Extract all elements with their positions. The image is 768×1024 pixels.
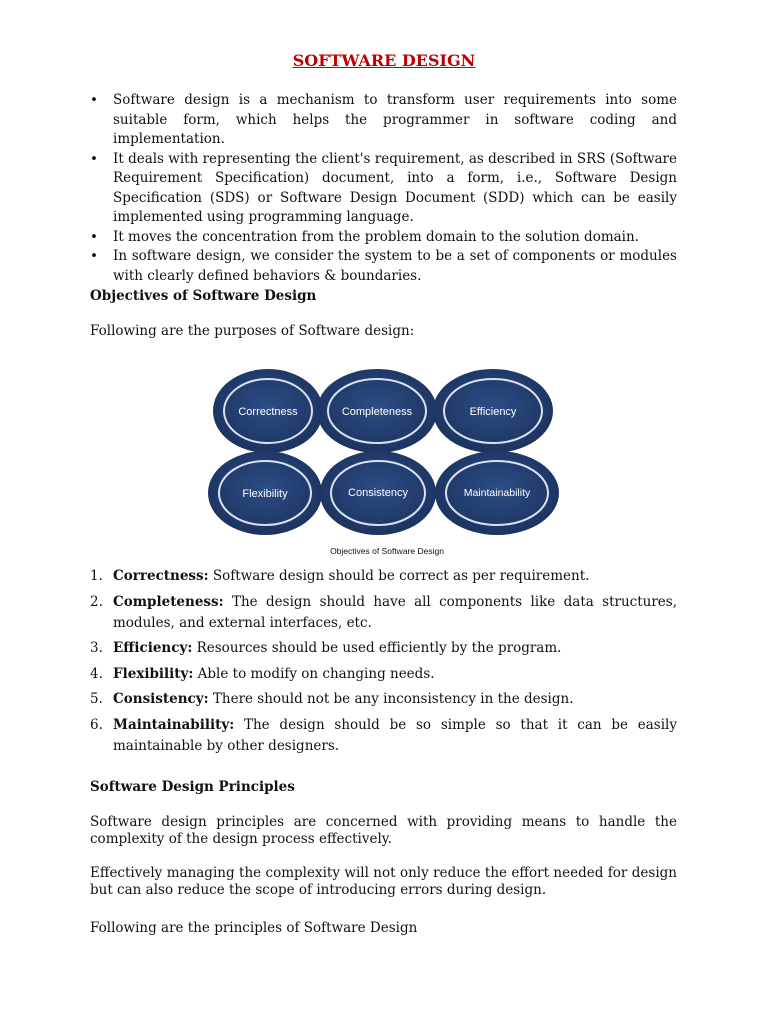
- oval-label-maintainability: Maintainability: [463, 487, 531, 499]
- item-term: Efficiency:: [113, 640, 193, 656]
- item-number: 2.: [90, 593, 103, 610]
- intro-bullet: • It moves the concentration from the problem domain to the solution domain.: [90, 228, 677, 248]
- objectives-diagram: [200, 360, 570, 560]
- oval-correctness: [213, 369, 323, 453]
- item-text: There should not be any inconsistency in the design.: [208, 691, 574, 707]
- item-text: The design should have all components like data structures, modules, and external interfaces, etc.: [113, 593, 677, 631]
- oval-flexibility: [208, 451, 322, 535]
- oval-consistency: [320, 451, 436, 535]
- item-number: 3.: [90, 640, 103, 656]
- item-text: Able to modify on changing needs.: [193, 665, 435, 682]
- objectives-intro: Following are the purposes of Software design:: [90, 323, 415, 339]
- item-number: 4.: [90, 665, 103, 682]
- item-term: Correctness:: [113, 568, 209, 584]
- objectives-list: [90, 566, 677, 761]
- oval-efficiency: [433, 369, 553, 453]
- oval-maintainability: [435, 451, 559, 535]
- objective-item: [90, 638, 677, 659]
- intro-bullet-list: [90, 91, 677, 286]
- item-term: Consistency:: [113, 691, 209, 707]
- intro-bullet: • Software design is a mechanism to transform user requirements into some suitable form, which helps the programmer in software coding and implementation.: [90, 91, 677, 150]
- item-number: 6.: [90, 716, 103, 733]
- diagram-caption: Objectives of Software Design: [330, 546, 444, 556]
- item-term: Flexibility:: [113, 665, 194, 682]
- principles-paragraph-1: Software design principles are concerned with providing means to handle the complexity of the design process effectively.: [90, 814, 677, 847]
- principles-heading: Software Design Principles: [90, 779, 295, 795]
- page-title: SOFTWARE DESIGN: [292, 51, 476, 70]
- principles-paragraph-3: Following are the principles of Software Design: [90, 920, 418, 936]
- item-text: Software design should be correct as per requirement.: [208, 568, 590, 584]
- objective-item: [90, 592, 677, 634]
- oval-label-completeness: Completeness: [341, 406, 413, 418]
- objective-item: [90, 715, 677, 757]
- item-term: Maintainability:: [113, 716, 235, 733]
- oval-label-flexibility: Flexibility: [242, 488, 288, 500]
- item-number: 5.: [90, 691, 103, 707]
- objective-item: [90, 566, 677, 587]
- objective-item: [90, 689, 677, 710]
- objectives-heading: Objectives of Software Design: [90, 288, 317, 304]
- oval-label-efficiency: Efficiency: [469, 406, 517, 418]
- principles-paragraph-2: Effectively managing the complexity will not only reduce the effort needed for design but can also reduce the scope of introducing errors during design.: [90, 865, 677, 898]
- item-text: Resources should be used efficiently by the program.: [192, 640, 562, 656]
- oval-label-correctness: Correctness: [238, 406, 298, 418]
- intro-bullet: • In software design, we consider the system to be a set of components or modules with clearly defined behaviors & boundaries.: [90, 247, 677, 286]
- intro-bullet: • It deals with representing the client's requirement, as described in SRS (Software Requirement Specification) document, into a form, i.e., Software Design Specification (SDS) or Software Design Document (SDD) which can be easily implemented using programming language.: [90, 150, 677, 228]
- oval-label-consistency: Consistency: [348, 487, 408, 499]
- item-term: Completeness:: [113, 593, 224, 610]
- item-text: The design should be so simple so that it can be easily maintainable by other designers.: [113, 716, 677, 754]
- oval-completeness: [317, 369, 437, 453]
- objective-item: [90, 664, 677, 685]
- item-number: 1.: [90, 568, 103, 584]
